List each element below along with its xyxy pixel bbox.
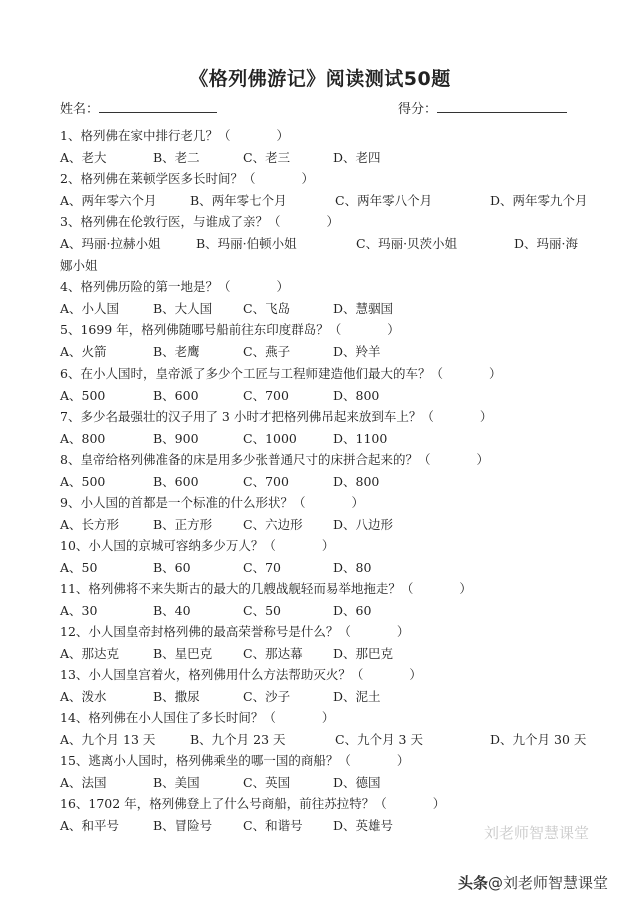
option-b[interactable]: B、600 [153,474,199,489]
question-16 [60,796,445,812]
option-b[interactable]: B、星巴克 [153,646,213,661]
question-text: 12、小人国皇帝封格列佛的最高荣誉称号是什么？（ [60,624,351,639]
question-text: 10、小人国的京城可容纳多少万人？（ [60,538,276,553]
option-c[interactable]: C、1000 [243,431,297,446]
option-d[interactable]: D、泥土 [333,689,381,704]
question-3 [60,214,339,230]
question-text: 4、格列佛历险的第一地是？（ [60,279,231,294]
option-b[interactable]: B、老二 [153,150,200,165]
question-paren-close: ） [432,796,446,811]
option-d[interactable]: D、慧骃国 [333,301,394,316]
option-a[interactable]: A、长方形 [60,517,120,532]
option-c[interactable]: C、九个月 3 天 [335,732,423,747]
question-paren-close: ） [351,495,364,510]
option-b[interactable]: B、九个月 23 天 [190,732,286,747]
option-d[interactable]: D、英雄号 [333,818,394,833]
question-paren-close: ） [409,667,422,682]
option-a[interactable]: A、500 [60,474,106,489]
option-a[interactable]: A、九个月 13 天 [60,732,156,747]
option-b[interactable]: B、大人国 [153,301,213,316]
question-text: 9、小人国的首都是一个标准的什么形状？（ [60,495,306,510]
option-a[interactable]: A、火箭 [60,344,107,359]
question-paren-close: ） [321,538,335,553]
question-15 [60,753,409,769]
option-b[interactable]: B、正方形 [153,517,213,532]
option-c[interactable]: C、沙子 [243,689,291,704]
question-paren-close: ） [476,452,489,467]
option-a[interactable]: A、小人国 [60,301,120,316]
option-a[interactable]: A、两年零六个月 [60,193,157,208]
question-11 [60,581,472,597]
option-c[interactable]: C、那达幕 [243,646,303,661]
option-a[interactable]: A、50 [60,560,98,575]
option-a[interactable]: A、和平号 [60,818,120,833]
question-1 [60,128,289,144]
option-b[interactable]: B、600 [153,388,199,403]
option-d[interactable]: D、1100 [333,431,388,446]
watermark-signature [458,872,608,893]
question-text: 16、1702 年，格列佛登上了什么号商船，前往苏拉特？（ [60,796,387,811]
option-d[interactable]: D、800 [333,388,380,403]
option-b[interactable]: B、两年零七个月 [190,193,287,208]
score-field [398,98,567,117]
option-c[interactable]: C、燕子 [243,344,291,359]
option-d[interactable]: D、玛丽·海 [514,236,578,251]
option-d[interactable]: D、那巴克 [333,646,394,661]
question-text: 3、格列佛在伦敦行医，与谁成了亲？（ [60,214,281,229]
option-b[interactable]: B、900 [153,431,199,446]
option-d[interactable]: D、60 [333,603,372,618]
question-5 [60,322,400,338]
question-text: 13、小人国皇宫着火，格列佛用什么方法帮助灭火？（ [60,667,364,682]
question-7 [60,409,492,425]
question-text: 2、格列佛在莱顿学医多长时间？（ [60,171,256,186]
option-c[interactable]: C、飞岛 [243,301,291,316]
question-paren-close: ） [301,171,314,186]
question-paren-close: ） [321,710,335,725]
option-d[interactable]: D、羚羊 [333,344,381,359]
question-8 [60,452,489,468]
option-c[interactable]: C、两年零八个月 [335,193,433,208]
page-title: 《格列佛游记》阅读测试50题 [189,68,451,90]
question-6 [60,366,501,382]
option-d[interactable]: D、九个月 30 天 [490,732,587,747]
question-12 [60,624,409,640]
toutiao-logo: 头条 [458,874,489,892]
question-paren-close: ） [387,322,400,337]
option-c[interactable]: C、70 [243,560,281,575]
question-paren-close: ） [276,279,289,294]
question-text: 5、1699 年，格列佛随哪号船前往东印度群岛？（ [60,322,342,337]
question-13 [60,667,422,683]
question-paren-close: ） [326,214,339,229]
question-paren-close: ） [459,581,472,596]
question-paren-close: ） [479,409,493,424]
score-blank[interactable] [437,100,567,113]
option-a[interactable]: A、玛丽·拉赫小姐 [60,236,161,251]
option-b[interactable]: B、40 [153,603,191,618]
option-a[interactable]: A、老大 [60,150,107,165]
option-b[interactable]: B、冒险号 [153,818,213,833]
option-a[interactable]: A、800 [60,431,106,446]
question-14 [60,710,334,726]
option-c[interactable]: C、和谐号 [243,818,303,833]
question-text: 6、在小人国时，皇帝派了多少个工匠与工程师建造他们最大的车？（ [60,366,443,381]
question-2 [60,171,314,187]
option-d[interactable]: D、德国 [333,775,381,790]
question-text: 11、格列佛将不来失斯古的最大的几艘战舰轻而易举地拖走？（ [60,581,414,596]
option-c[interactable]: C、英国 [243,775,291,790]
option-b[interactable]: B、玛丽·伯顿小姐 [196,236,297,251]
option-c[interactable]: C、玛丽·贝茨小姐 [356,236,458,251]
name-blank[interactable] [99,100,217,113]
question-text: 14、格列佛在小人国住了多长时间？（ [60,710,276,725]
question-paren-close: ） [396,624,410,639]
option-d[interactable]: D、老四 [333,150,381,165]
option-a[interactable]: A、泼水 [60,689,107,704]
question-paren-close: ） [488,366,502,381]
option-a[interactable]: A、500 [60,388,106,403]
option-d[interactable]: D、80 [333,560,372,575]
option-d[interactable]: D、800 [333,474,380,489]
question-paren-close: ） [276,128,289,143]
option-a[interactable]: A、法国 [60,775,107,790]
question-text: 1、格列佛在家中排行老几？（ [60,128,231,143]
option-c[interactable]: C、700 [243,474,289,489]
score-label: 得分： [398,102,438,117]
option-b[interactable]: B、60 [153,560,191,575]
option-b[interactable]: B、撒尿 [153,689,200,704]
question-4 [60,279,289,295]
option-a[interactable]: A、那达克 [60,646,120,661]
option-b[interactable]: B、老鹰 [153,344,200,359]
question-text: 8、皇帝给格列佛准备的床是用多少张普通尺寸的床拼合起来的？（ [60,452,431,467]
option-d[interactable]: D、八边形 [333,517,394,532]
option-a[interactable]: A、30 [60,603,98,618]
option-c[interactable]: C、六边形 [243,517,303,532]
question-10 [60,538,334,554]
question-9 [60,495,364,511]
option-c[interactable]: C、50 [243,603,281,618]
question-paren-close: ） [396,753,410,768]
watermark-handle: @刘老师智慧课堂 [488,874,609,892]
question-text: 15、逃离小人国时，格列佛乘坐的哪一国的商船？（ [60,753,351,768]
option-b[interactable]: B、美国 [153,775,200,790]
option-continuation: 娜小姐 [60,258,98,273]
watermark-text: 刘老师智慧课堂 [484,824,590,842]
question-text: 7、多少名最强壮的汉子用了 3 小时才把格列佛吊起来放到车上？（ [60,409,434,424]
name-field [60,98,217,117]
name-label: 姓名： [60,102,100,117]
option-c[interactable]: C、老三 [243,150,291,165]
option-c[interactable]: C、700 [243,388,289,403]
option-d[interactable]: D、两年零九个月 [490,193,588,208]
